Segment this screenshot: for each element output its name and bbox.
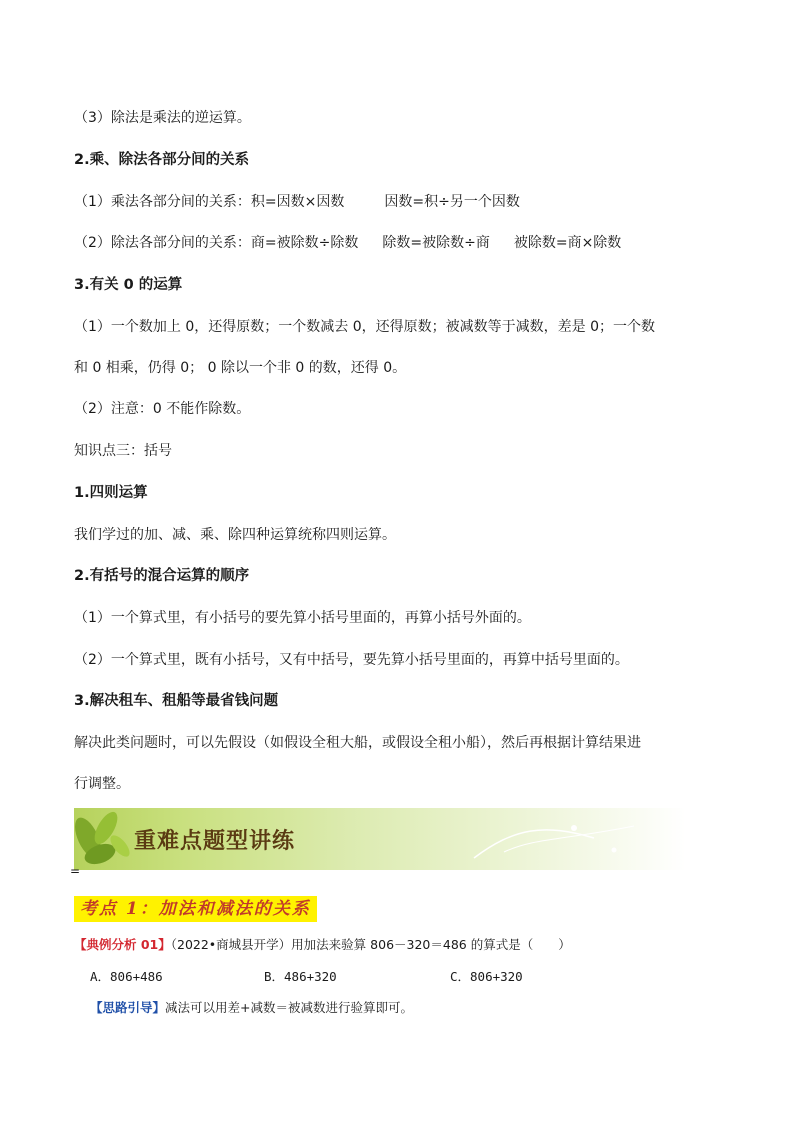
section-title: 知识点三：括号 (74, 443, 172, 459)
text-line: （3）除法是乘法的逆运算。 (74, 110, 251, 126)
text-segment: （2）除法各部分间的关系：商=被除数÷除数 (74, 235, 359, 251)
separator-mark: = (70, 864, 81, 878)
text-line: 我们学过的加、减、乘、除四种运算统称四则运算。 (74, 527, 396, 543)
text-line: （2）注意：0 不能作除数。 (74, 401, 251, 417)
text-line: 和 0 相乘，仍得 0； 0 除以一个非 0 的数，还得 0。 (74, 360, 407, 376)
example-question (74, 935, 571, 953)
text-line: （2）一个算式里，既有小括号，又有中括号，要先算小括号里面的，再算中括号里面的。 (74, 652, 629, 668)
heading: 3.解决租车、租船等最省钱问题 (74, 693, 279, 709)
section-banner (74, 808, 686, 870)
choice-c: C．806+320 (450, 969, 523, 984)
banner-title: 重难点题型讲练 (134, 829, 296, 854)
text-segment: 被除数=商×除数 (513, 235, 622, 251)
choice-a: A．806+486 (90, 969, 163, 984)
text-line: 行调整。 (74, 776, 130, 792)
heading: 3.有关 0 的运算 (74, 277, 183, 293)
text-line (74, 233, 621, 253)
text-line: 解决此类问题时，可以先假设（如假设全租大船，或假设全租小船），然后再根据计算结果进 (74, 735, 641, 751)
text-segment: （1）乘法各部分间的关系：积=因数×因数 (74, 194, 345, 210)
hint-tag: 【思路引导】 (90, 1000, 166, 1015)
example-tag: 【典例分析 01】 (74, 937, 171, 952)
hint-text: 减法可以用差+减数＝被减数进行验算即可。 (165, 1000, 413, 1015)
example-text: （2022•商城县开学）用加法来验算 806－320＝486 的算式是（ ） (170, 937, 571, 952)
hint-line (90, 998, 413, 1016)
heading: 1.四则运算 (74, 485, 148, 501)
choice-b: B．486+320 (264, 969, 337, 984)
text-segment: 除数=被除数÷商 (382, 235, 490, 251)
heading: 2.有括号的混合运算的顺序 (74, 568, 250, 584)
topic-label: 考点 1：加法和减法的关系 (74, 896, 317, 922)
heading: 2.乘、除法各部分间的关系 (74, 152, 250, 168)
text-line: （1）一个数加上 0，还得原数；一个数减去 0，还得原数；被减数等于减数，差是 0；一个数 (74, 319, 655, 335)
text-line (74, 192, 520, 212)
text-line: （1）一个算式里，有小括号的要先算小括号里面的，再算小括号外面的。 (74, 610, 531, 626)
text-segment: 因数=积÷另一个因数 (384, 194, 520, 210)
